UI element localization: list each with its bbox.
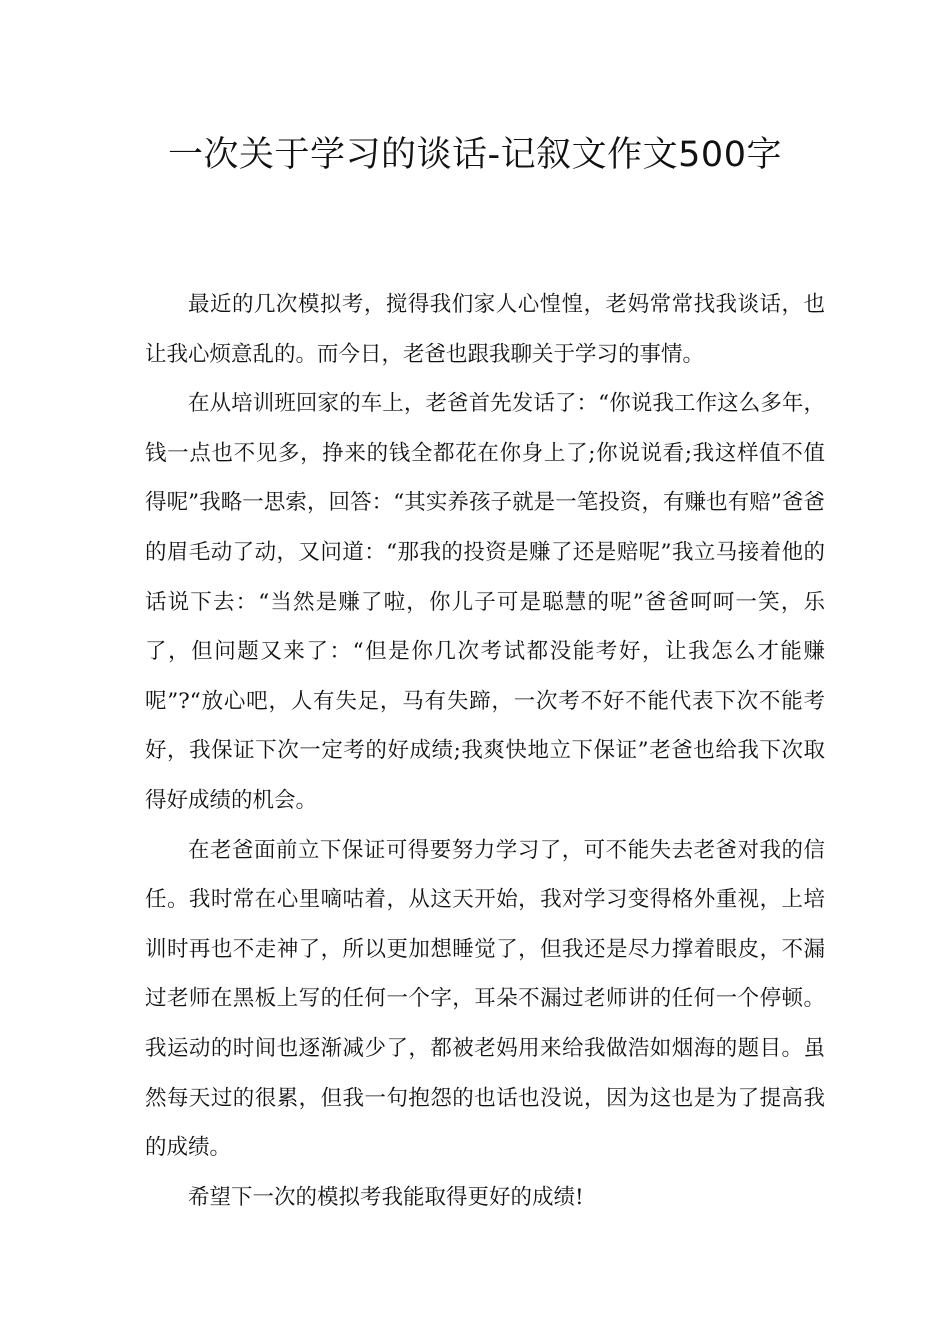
document-body (145, 280, 825, 1222)
paragraph-2: 在从培训班回家的车上，老爸首先发话了：“你说我工作这么多年，钱一点也不见多，挣来的钱全都花在你身上了;你说说看;我这样值不值得呢”我略一思索，回答：“其实养孩子就是一笔投资，有赚也有赔”爸爸的眉毛动了动，又问道：“那我的投资是赚了还是赔呢”我立马接着他的话说下去：“当然是赚了啦，你儿子可是聪慧的呢”爸爸呵呵一笑，乐了，但问题又来了：“但是你几次考试都没能考好，让我怎么才能赚呢”?“放心吧，人有失足，马有失蹄，一次考不好不能代表下次不能考好，我保证下次一定考的好成绩;我爽快地立下保证”老爸也给我下次取得好成绩的机会。 (145, 391, 825, 813)
paragraph-4: 希望下一次的模拟考我能取得更好的成绩! (188, 1184, 584, 1210)
paragraph-3: 在老爸面前立下保证可得要努力学习了，可不能失去老爸对我的信任。我时常在心里嘀咕着，从这天开始，我对学习变得格外重视，上培训时再也不走神了，所以更加想睡觉了，但我还是尽力撑着眼皮，不漏过老师在黑板上写的任何一个字，耳朵不漏过老师讲的任何一个停顿。我运动的时间也逐渐减少了，都被老妈用来给我做浩如烟海的题目。虽然每天过的很累，但我一句抱怨的也话也没说，因为这也是为了提高我的成绩。 (145, 837, 825, 1161)
document-title: 一次关于学习的谈话-记叙文作文500字 (168, 135, 782, 175)
paragraph-1: 最近的几次模拟考，搅得我们家人心惶惶，老妈常常找我谈话，也让我心烦意乱的。而今日，老爸也跟我聊关于学习的事情。 (145, 292, 825, 367)
